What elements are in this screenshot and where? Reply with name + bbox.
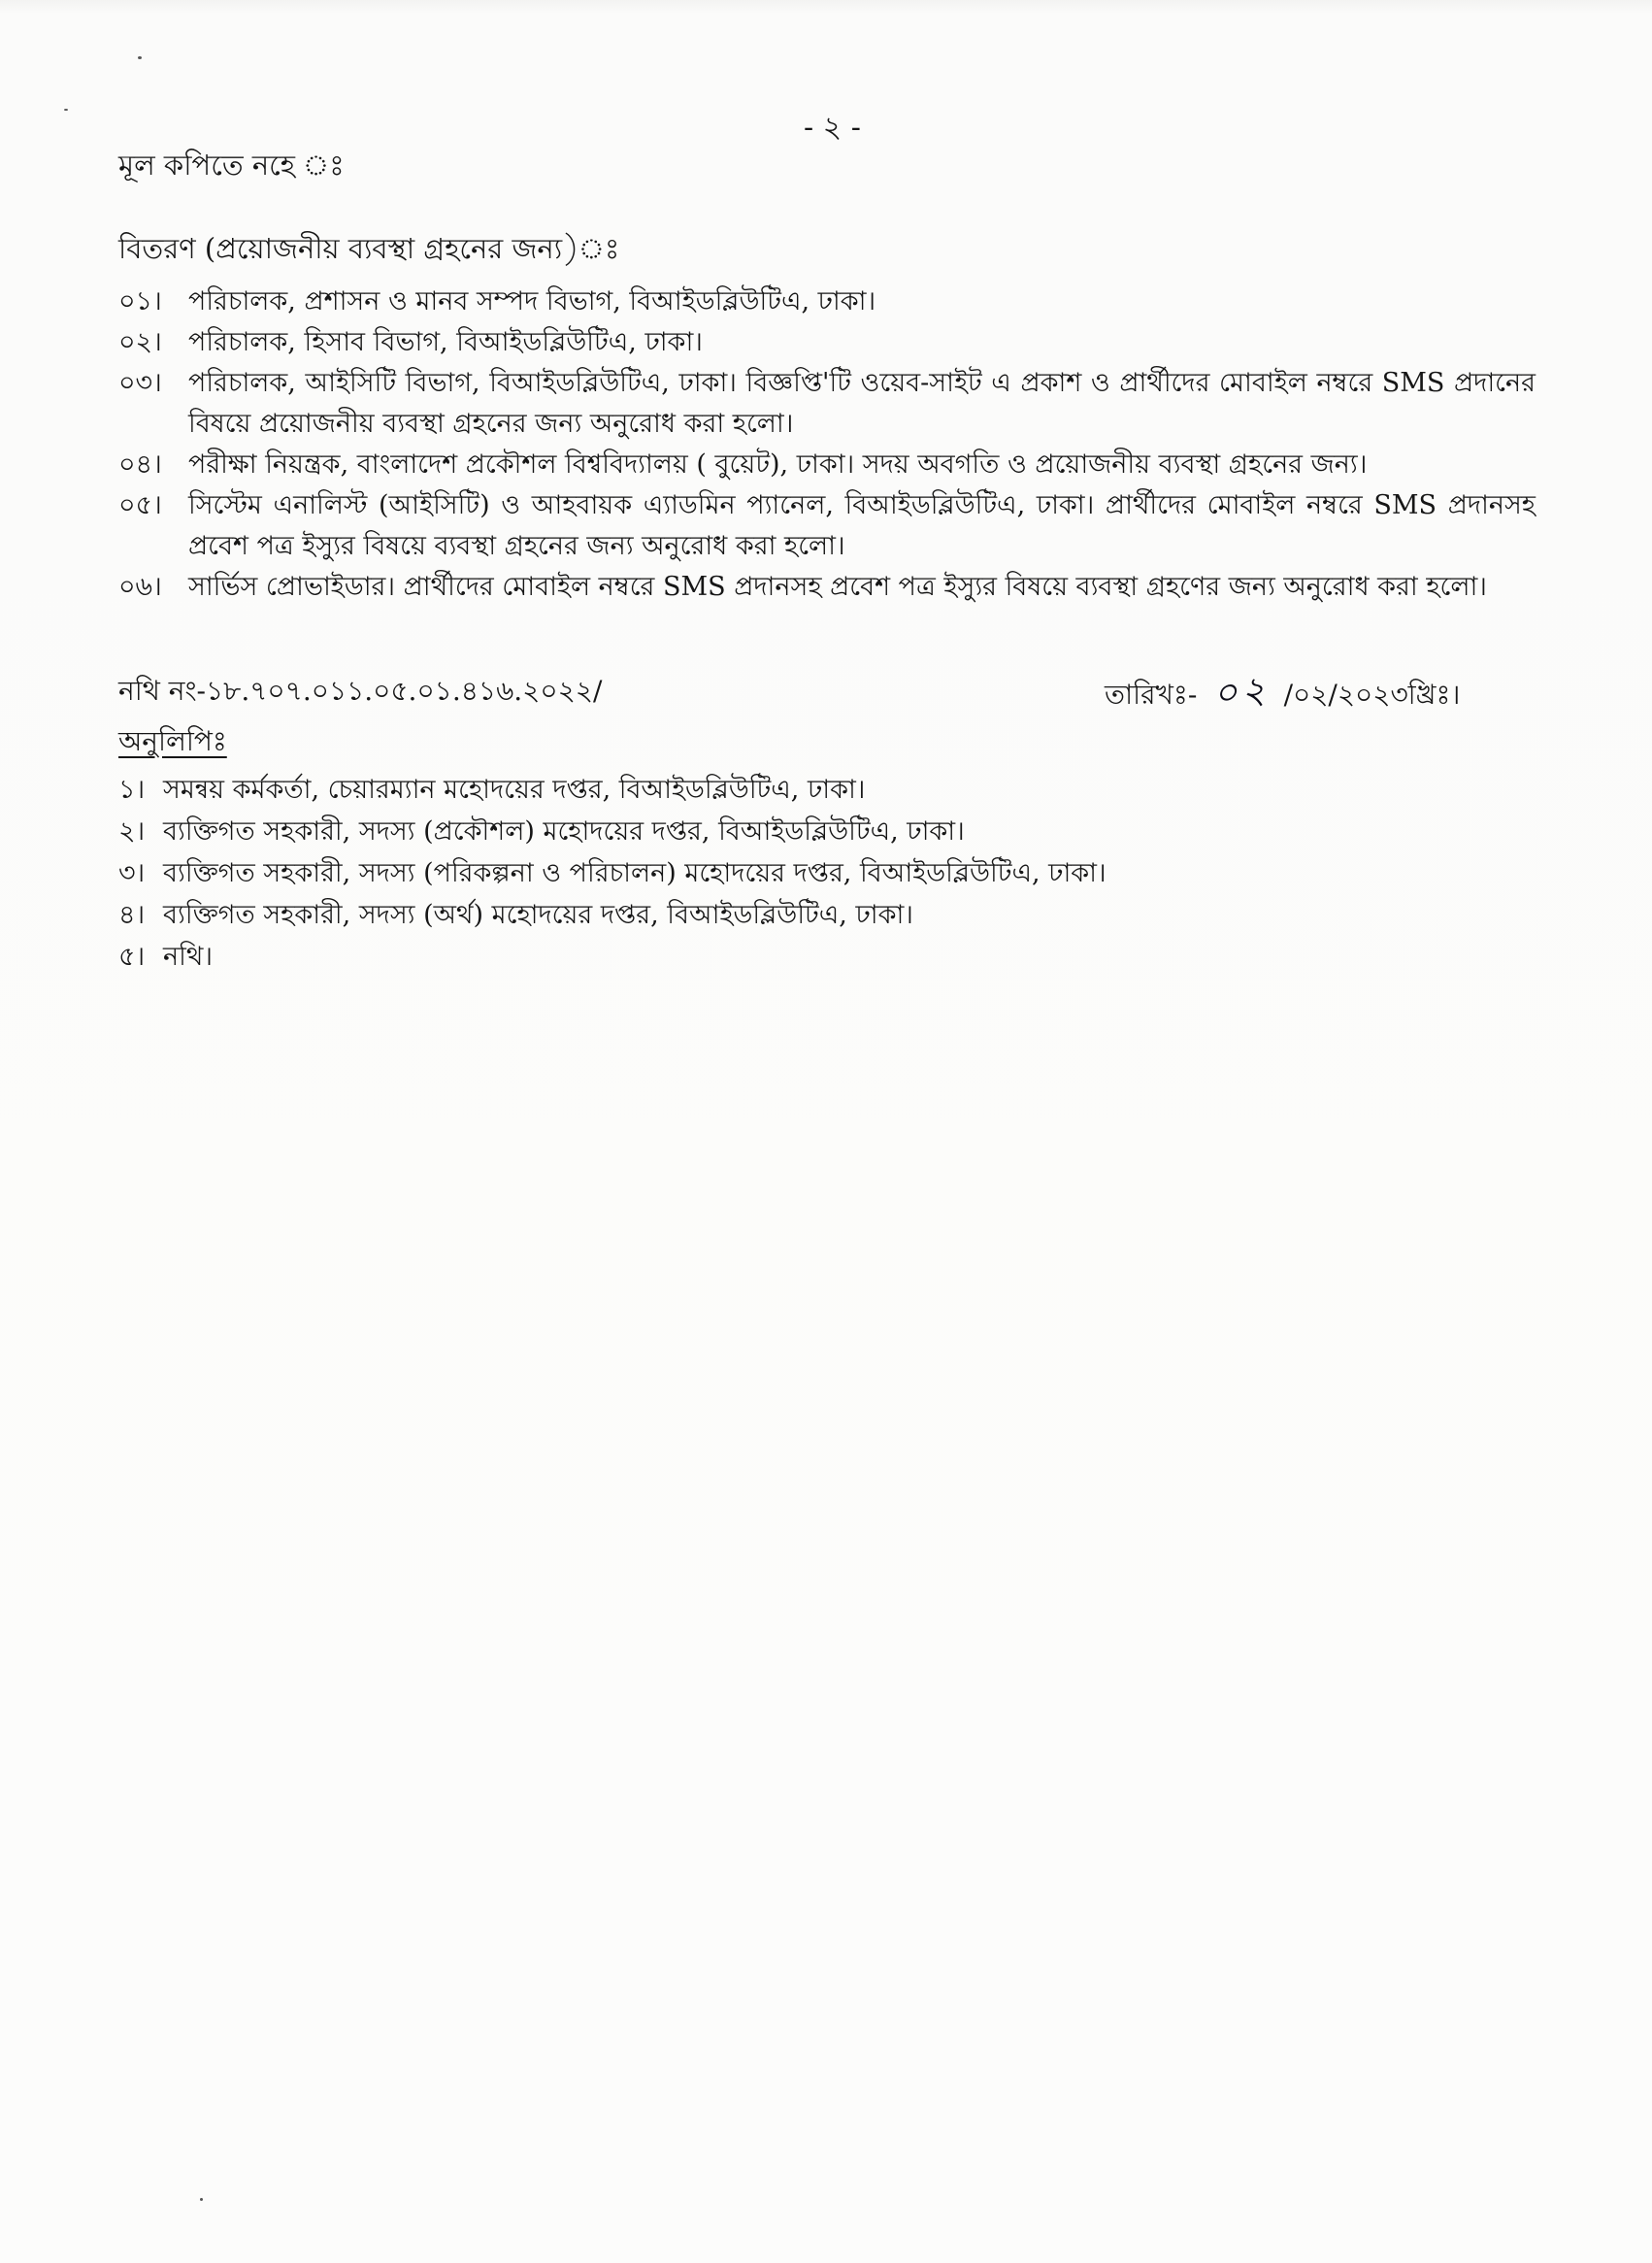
list-item: [118, 445, 1536, 485]
list-item: [118, 894, 1536, 936]
list-item-number: ৩।: [118, 858, 146, 888]
list-item-text: পরিচালক, প্রশাসন ও মানব সম্পদ বিভাগ, বিআইডব্লিউটিএ, ঢাকা।: [188, 286, 876, 316]
list-item-text: পরিচালক, আইসিটি বিভাগ, বিআইডব্লিউটিএ, ঢাকা। বিজ্ঞপ্তি'টি ওয়েব-সাইট এ প্রকাশ ও প্রার্থীদের মোবাইল নম্বরে SMS প্রদানের বিষয়ে প্রয়োজনীয় ব্যবস্থা গ্রহনের জন্য অনুরোধ করা হলো।: [188, 368, 1536, 439]
list-item-number: ০৫।: [118, 490, 162, 520]
list-item: [118, 936, 1536, 978]
list-item-number: ০২।: [118, 327, 162, 357]
list-item-text: পরিচালক, হিসাব বিভাগ, বিআইডব্লিউটিএ, ঢাকা।: [188, 327, 703, 357]
scan-speck: [138, 56, 142, 59]
list-item: [118, 282, 1536, 322]
scan-speck: [64, 109, 68, 111]
list-item-text: ব্যক্তিগত সহকারী, সদস্য (পরিকল্পনা ও পরিচালন) মহোদয়ের দপ্তর, বিআইডব্লিউটিএ, ঢাকা।: [163, 858, 1107, 888]
list-item-number: ২।: [118, 816, 146, 847]
list-item-text: ব্যক্তিগত সহকারী, সদস্য (প্রকৌশল) মহোদয়ের দপ্তর, বিআইডব্লিউটিএ, ঢাকা।: [163, 816, 965, 847]
date-month-year: /০২/২০২৩খ্রিঃ।: [1283, 679, 1461, 711]
page-number: - ২ -: [804, 111, 861, 145]
list-item-text: সমন্বয় কর্মকর্তা, চেয়ারম্যান মহোদয়ের দপ্তর, বিআইডব্লিউটিএ, ঢাকা।: [163, 775, 866, 805]
list-item: [118, 322, 1536, 363]
list-item-text: পরীক্ষা নিয়ন্ত্রক, বাংলাদেশ প্রকৌশল বিশ্ববিদ্যালয় ( বুয়েট), ঢাকা। সদয় অবগতি ও প্রয়োজনীয় ব্যবস্থা গ্রহনের জন্য।: [188, 449, 1368, 480]
list-item: [118, 769, 1536, 811]
list-item: [118, 567, 1536, 608]
list-item: [118, 485, 1536, 567]
copies-heading: অনুলিপিঃ: [118, 725, 227, 757]
list-item-number: ৪।: [118, 900, 146, 930]
date: [1105, 670, 1460, 716]
list-item-text: সার্ভিস প্রোভাইডার। প্রার্থীদের মোবাইল নম্বরে SMS প্রদানসহ প্রবেশ পত্র ইস্যুর বিষয়ে ব্যবস্থা গ্রহণের জন্য অনুরোধ করা হলো।: [188, 572, 1487, 602]
list-item-text: নথি।: [163, 942, 213, 972]
list-item: [118, 852, 1536, 894]
date-label: তারিখঃ-: [1105, 679, 1198, 711]
list-item-text: সিস্টেম এনালিস্ট (আইসিটি) ও আহবায়ক এ্যাডমিন প্যানেল, বিআইডব্লিউটিএ, ঢাকা। প্রার্থীদের মোবাইল নম্বরে SMS প্রদানসহ প্রবেশ পত্র ইস্যুর বিষয়ে ব্যবস্থা গ্রহনের জন্য অনুরোধ করা হলো।: [188, 490, 1536, 561]
not-in-original-note: মূল কপিতে নহে ঃ: [118, 149, 345, 182]
list-item: [118, 363, 1536, 445]
list-item-number: ০৩।: [118, 368, 162, 398]
memo-number: নথি নং-১৮.৭০৭.০১১.০৫.০১.৪১৬.২০২২/: [118, 675, 603, 707]
list-item-number: ০১।: [118, 286, 162, 316]
copies-list: [118, 769, 1536, 978]
list-item-number: ১।: [118, 775, 146, 805]
distribution-heading: বিতরণ (প্রয়োজনীয় ব্যবস্থা গ্রহনের জন্য)ঃ: [118, 232, 620, 265]
reference-row: [118, 670, 1536, 718]
list-item-text: ব্যক্তিগত সহকারী, সদস্য (অর্থ) মহোদয়ের দপ্তর, বিআইডব্লিউটিএ, ঢাকা।: [163, 900, 913, 930]
distribution-list: [118, 282, 1536, 608]
scan-speck: [200, 2198, 203, 2201]
list-item-number: ০৬।: [118, 572, 162, 602]
list-item-number: ০৪।: [118, 449, 162, 480]
list-item: [118, 811, 1536, 852]
handwritten-date-day: ০২: [1211, 668, 1272, 715]
list-item-number: ৫।: [118, 942, 146, 972]
